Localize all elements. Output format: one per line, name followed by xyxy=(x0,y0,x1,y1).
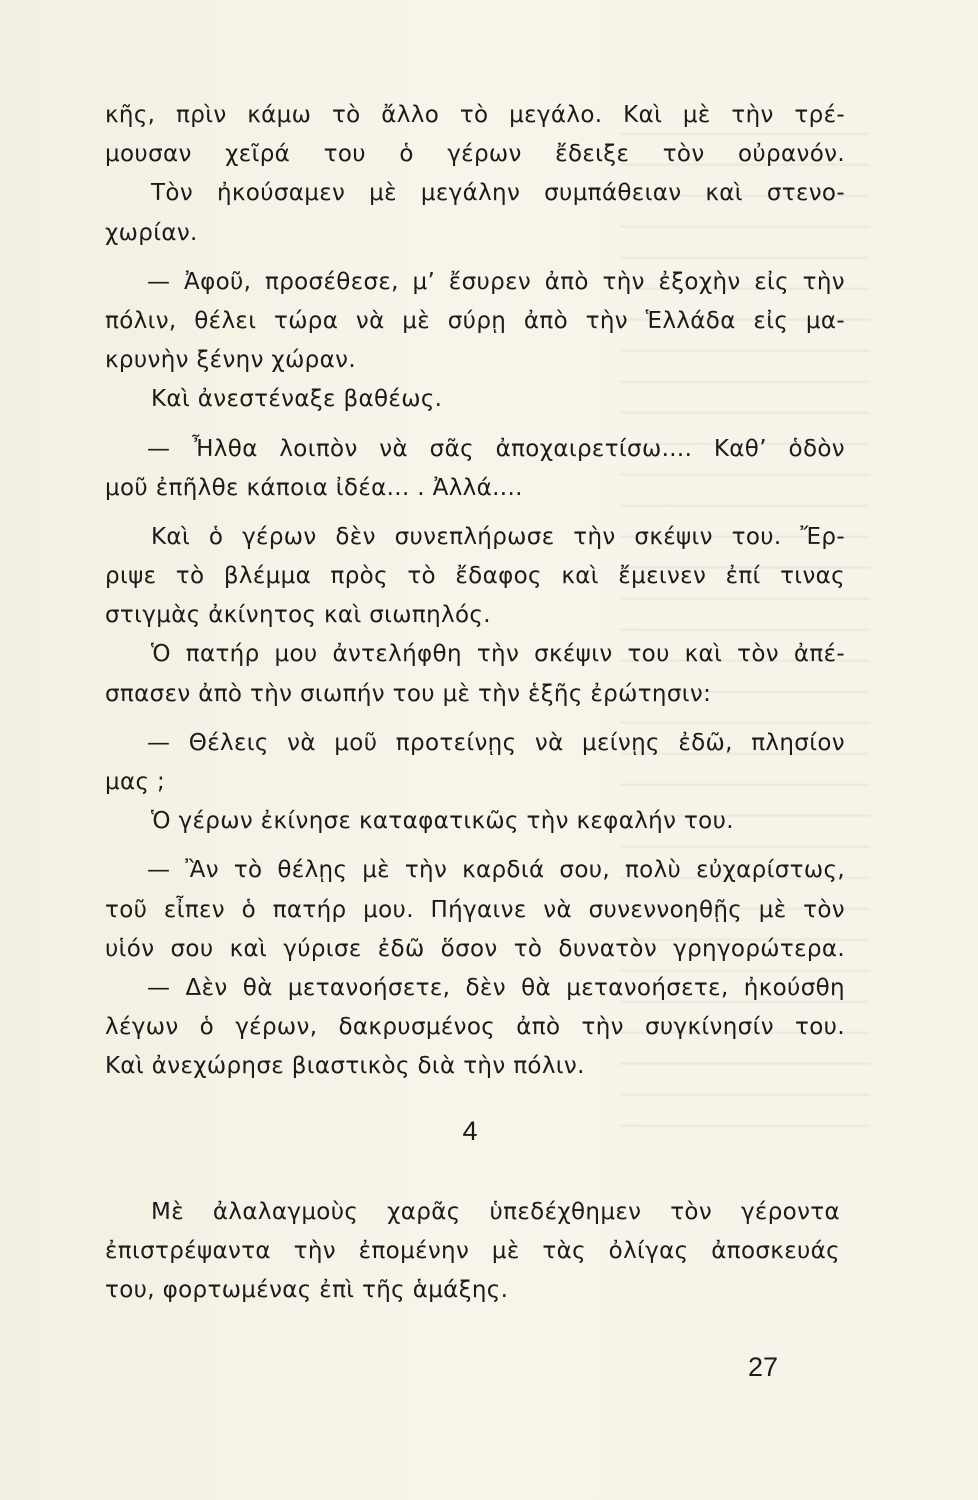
text-line: μουσαν χεῖρά του ὁ γέρων ἔδειξε τὸν οὐρανόν. xyxy=(105,141,845,168)
text-line: μοῦ ἐπῆλθε κάποια ἰδέα... . Ἀλλά.... xyxy=(105,474,523,501)
text-line: του, φορτωμένας ἐπὶ τῆς ἁμάξης. xyxy=(105,1277,509,1304)
text-line: Μὲ ἀλαλαγμοὺς χαρᾶς ὑπεδέχθημεν τὸν γέροντα xyxy=(151,1199,840,1225)
text-line: Τὸν ἠκούσαμεν μὲ μεγάλην συμπάθειαν καὶ στενο- xyxy=(151,180,845,207)
text-line: μας ; xyxy=(105,769,166,795)
text-line: λέγων ὁ γέρων, δακρυσμένος ἀπὸ τὴν συγκίνησίν του. xyxy=(105,1014,845,1041)
text-line: σπασεν ἀπὸ τὴν σιωπήν του μὲ τὴν ἑξῆς ἐρώτησιν: xyxy=(105,680,712,707)
text-line: Ὁ γέρων ἐκίνησε καταφατικῶς τὴν κεφαλήν του. xyxy=(151,808,734,835)
paragraph-gap xyxy=(105,714,845,724)
text-line: υἱόν σου καὶ γύρισε ἐδῶ ὅσον τὸ δυνατὸν γρηγορώτερα. xyxy=(105,935,845,962)
text-line: κρυνὴν ξένην χώραν. xyxy=(105,347,357,374)
text-line: — Θέλεις νὰ μοῦ προτείνῃς νὰ μείνῃς ἐδῶ, πλησίον xyxy=(147,729,845,756)
text-line: — Ἀφοῦ, προσέθεσε, μ’ ἔσυρεν ἀπὸ τὴν ἐξοχὴν εἰς τὴν xyxy=(147,268,845,295)
page-number: 27 xyxy=(748,1352,779,1382)
text-line: πόλιν, θέλει τώρα νὰ μὲ σύρῃ ἀπὸ τὴν Ἑλλάδα εἰς μα- xyxy=(105,307,845,334)
text-line: Καὶ ἀνεχώρησε βιαστικὸς διὰ τὴν πόλιν. xyxy=(105,1053,585,1080)
text-line: — Ἂν τὸ θέλῃς μὲ τὴν καρδιά σου, πολὺ εὐχαρίστως, xyxy=(147,857,845,884)
paragraph-gap xyxy=(105,420,845,430)
section-number: 4 xyxy=(462,1116,478,1146)
paragraph-gap xyxy=(105,508,845,518)
text-line: ριψε τὸ βλέμμα πρὸς τὸ ἔδαφος καὶ ἔμεινεν ἐπί τινας xyxy=(105,563,845,590)
text-line: χωρίαν. xyxy=(105,219,198,246)
text-line: Καὶ ὁ γέρων δὲν συνεπλήρωσε τὴν σκέψιν του. Ἔρ- xyxy=(151,523,845,550)
text-line: Ὁ πατήρ μου ἀντελήφθη τὴν σκέψιν του καὶ τὸν ἀπέ- xyxy=(151,641,845,668)
text-line: — Δὲν θὰ μετανοήσετε, δὲν θὰ μετανοήσετε, ἠκούσθη xyxy=(147,974,845,1001)
text-line: κῆς, πρὶν κάμω τὸ ἄλλο τὸ μεγάλο. Καὶ μὲ τὴν τρέ- xyxy=(105,102,845,128)
text-line: — Ἦλθα λοιπὸν νὰ σᾶς ἀποχαιρετίσω.... Καθ’ ὁδὸν xyxy=(147,435,845,462)
text-line: Καὶ ἀνεστέναξε βαθέως. xyxy=(151,386,443,413)
text-line: στιγμὰς ἀκίνητος καὶ σιωπηλός. xyxy=(105,602,491,629)
paragraph-gap xyxy=(105,841,845,851)
text-line: τοῦ εἶπεν ὁ πατήρ μου. Πήγαινε νὰ συνεννοηθῇς μὲ τὸν xyxy=(105,896,845,923)
main-text-block xyxy=(105,96,845,1087)
paragraph-gap xyxy=(105,253,845,263)
text-line: ἐπιστρέψαντα τὴν ἐπομένην μὲ τὰς ὀλίγας ἀποσκευάς xyxy=(105,1238,840,1265)
section-two-text xyxy=(105,1193,840,1311)
